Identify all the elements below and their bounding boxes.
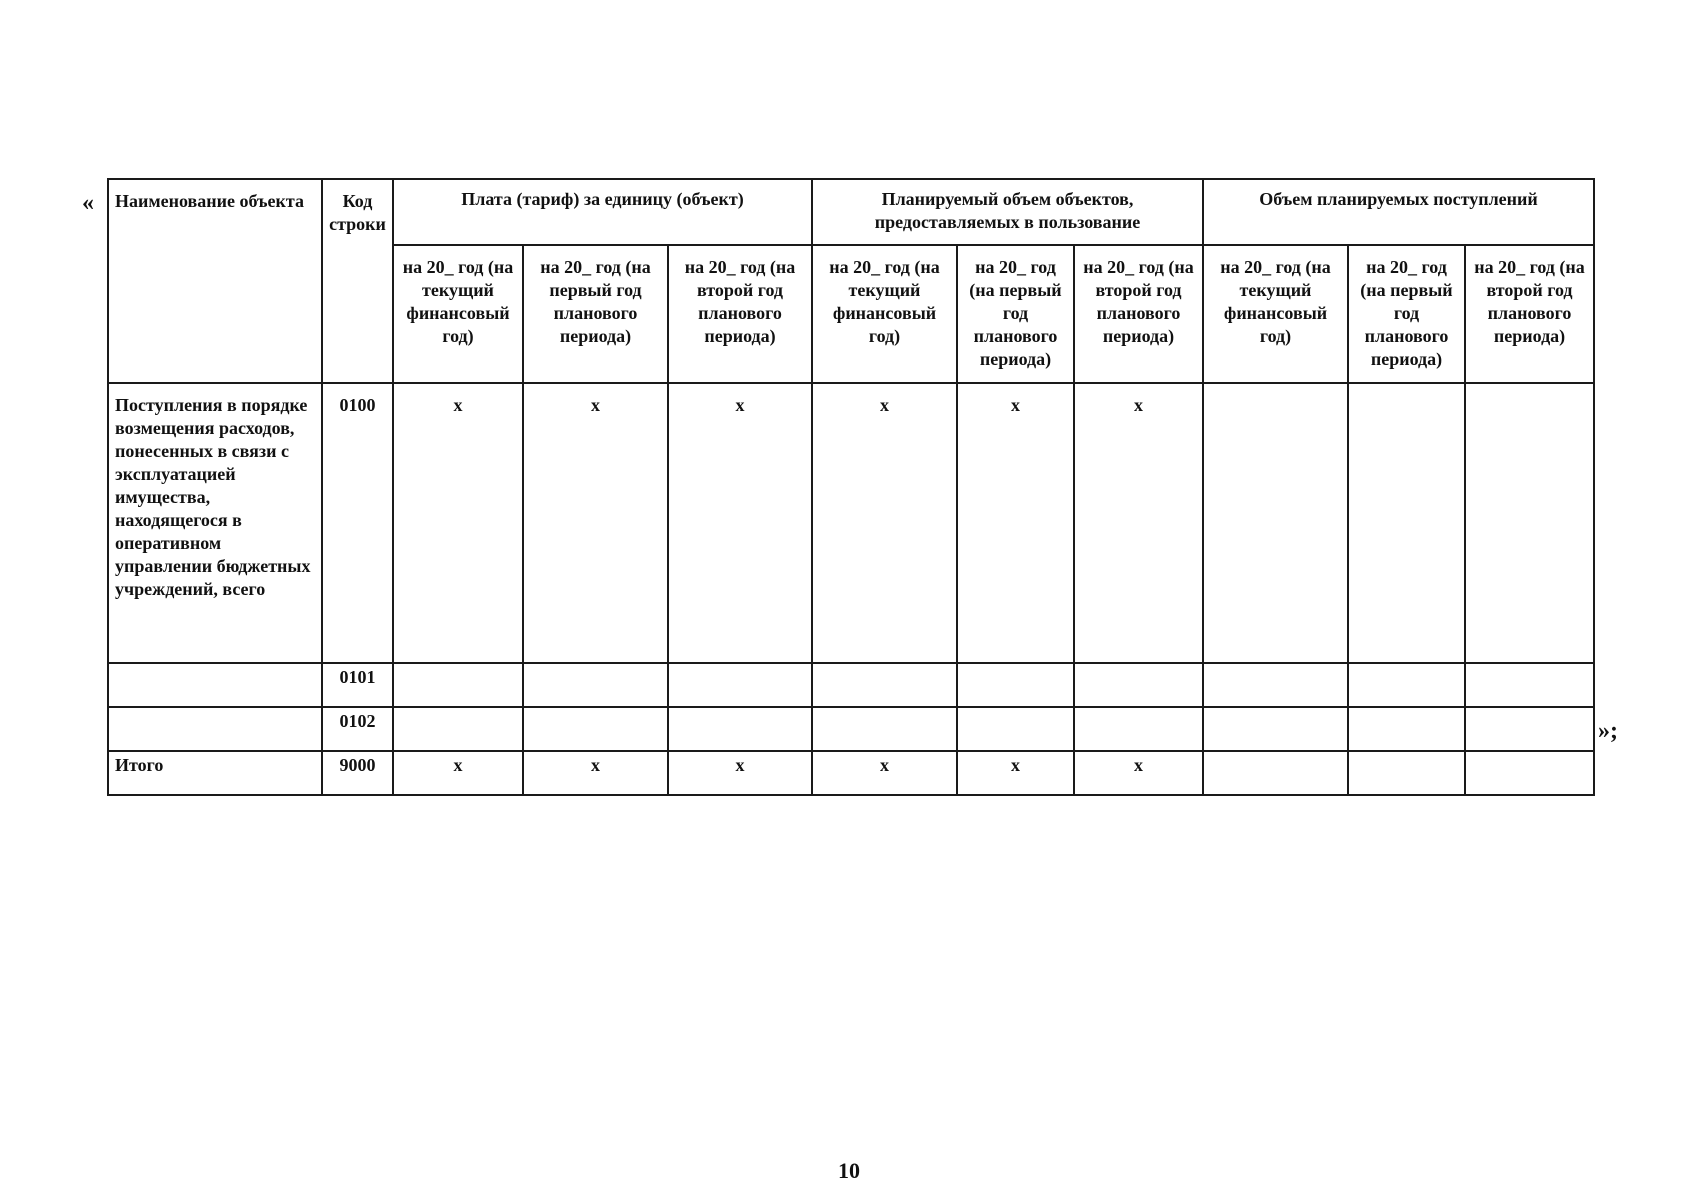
value-cell: x bbox=[957, 751, 1074, 795]
table-row bbox=[108, 663, 1594, 707]
value-cell bbox=[1203, 663, 1348, 707]
value-cell bbox=[1465, 663, 1594, 707]
row-name-cell bbox=[108, 663, 322, 707]
value-cell: x bbox=[668, 383, 812, 663]
value-cell bbox=[1465, 383, 1594, 663]
subheader-cell: на 20_ год (на первый год планового периода) bbox=[523, 245, 668, 383]
row-code-cell: 0100 bbox=[322, 383, 393, 663]
value-cell bbox=[668, 663, 812, 707]
col-name-header: Наименование объекта bbox=[108, 179, 322, 383]
value-cell bbox=[1203, 751, 1348, 795]
value-cell bbox=[812, 707, 957, 751]
value-cell bbox=[1348, 707, 1465, 751]
col-code-header: Код строки bbox=[322, 179, 393, 383]
row-name-cell bbox=[108, 707, 322, 751]
value-cell bbox=[957, 707, 1074, 751]
header-row-groups bbox=[108, 179, 1594, 245]
value-cell bbox=[393, 707, 523, 751]
value-cell bbox=[1074, 707, 1203, 751]
value-cell: x bbox=[812, 383, 957, 663]
page-number: 10 bbox=[838, 1158, 860, 1183]
value-cell bbox=[1203, 383, 1348, 663]
row-name-cell: Поступления в порядке возмещения расходов, понесенных в связи с эксплуатацией имущества, находящегося в оперативном управлении бюджетных учреждений, всего bbox=[108, 383, 322, 663]
subheader-cell: на 20_ год (на второй год планового периода) bbox=[668, 245, 812, 383]
value-cell: x bbox=[668, 751, 812, 795]
value-cell bbox=[523, 707, 668, 751]
subheader-cell: на 20_ год (на первый год планового периода) bbox=[957, 245, 1074, 383]
table-container bbox=[107, 178, 1593, 796]
group-header-income: Объем планируемых поступлений bbox=[1203, 179, 1594, 245]
value-cell bbox=[1074, 663, 1203, 707]
group-header-volume: Планируемый объем объектов, предоставляемых в пользование bbox=[812, 179, 1203, 245]
value-cell bbox=[393, 663, 523, 707]
subheader-cell: на 20_ год (на текущий финансовый год) bbox=[393, 245, 523, 383]
table-row bbox=[108, 383, 1594, 663]
value-cell bbox=[1348, 663, 1465, 707]
value-cell: x bbox=[1074, 751, 1203, 795]
closing-quote: »; bbox=[1598, 718, 1618, 744]
value-cell bbox=[812, 663, 957, 707]
value-cell: x bbox=[812, 751, 957, 795]
subheader-cell: на 20_ год (на второй год планового периода) bbox=[1074, 245, 1203, 383]
value-cell: x bbox=[523, 751, 668, 795]
opening-quote: « bbox=[82, 190, 94, 216]
row-name-cell: Итого bbox=[108, 751, 322, 795]
subheader-cell: на 20_ год (на второй год планового периода) bbox=[1465, 245, 1594, 383]
value-cell: x bbox=[393, 383, 523, 663]
group-header-tariff: Плата (тариф) за единицу (объект) bbox=[393, 179, 812, 245]
value-cell bbox=[1203, 707, 1348, 751]
row-code-cell: 0102 bbox=[322, 707, 393, 751]
table-row bbox=[108, 707, 1594, 751]
value-cell bbox=[1348, 751, 1465, 795]
row-code-cell: 0101 bbox=[322, 663, 393, 707]
value-cell bbox=[1465, 707, 1594, 751]
value-cell: x bbox=[393, 751, 523, 795]
income-table bbox=[107, 178, 1595, 796]
table-row-total bbox=[108, 751, 1594, 795]
subheader-cell: на 20_ год (на первый год планового периода) bbox=[1348, 245, 1465, 383]
value-cell: x bbox=[957, 383, 1074, 663]
value-cell bbox=[1465, 751, 1594, 795]
value-cell bbox=[523, 663, 668, 707]
row-code-cell: 9000 bbox=[322, 751, 393, 795]
subheader-cell: на 20_ год (на текущий финансовый год) bbox=[1203, 245, 1348, 383]
value-cell bbox=[957, 663, 1074, 707]
value-cell bbox=[668, 707, 812, 751]
value-cell: x bbox=[523, 383, 668, 663]
value-cell bbox=[1348, 383, 1465, 663]
value-cell: x bbox=[1074, 383, 1203, 663]
subheader-cell: на 20_ год (на текущий финансовый год) bbox=[812, 245, 957, 383]
